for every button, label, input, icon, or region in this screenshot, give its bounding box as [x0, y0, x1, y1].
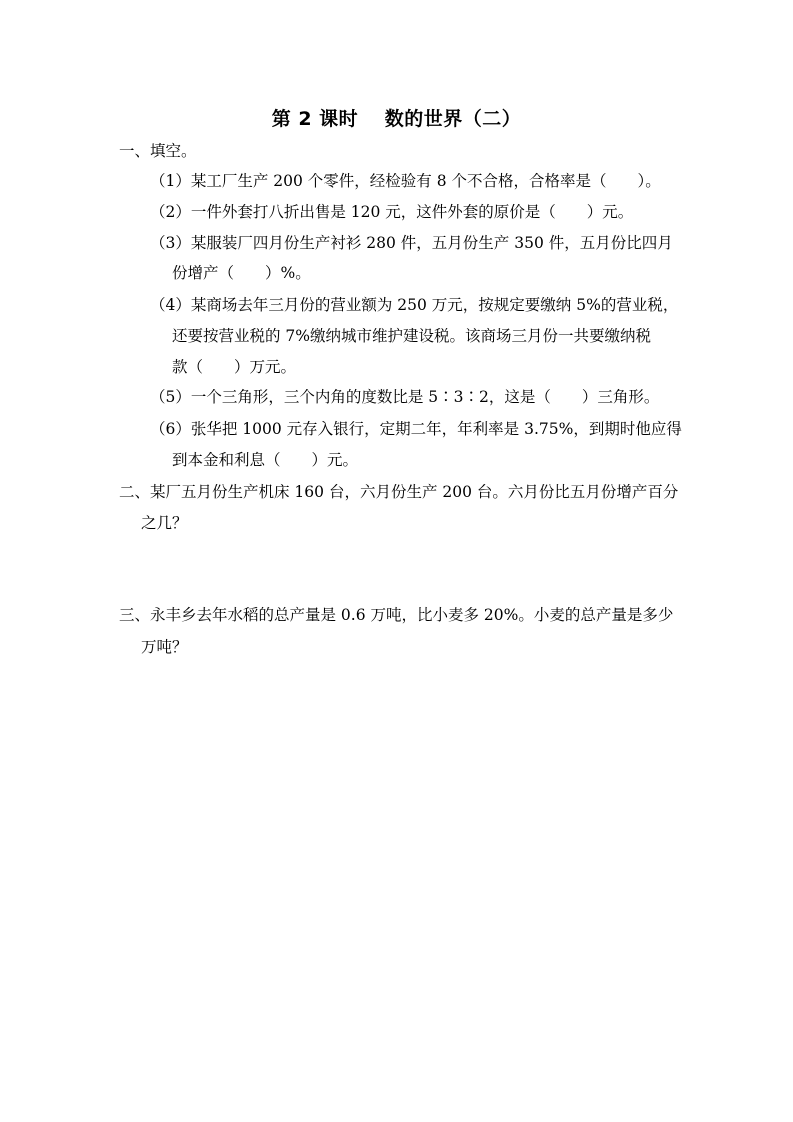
section3-line-2: 万吨？: [141, 638, 188, 656]
question-4-line-3: 款（ ）万元。: [172, 358, 297, 376]
question-4-line-2: 还要按营业税的 7%缴纳城市维护建设税。该商场三月份一共要缴纳税: [172, 327, 652, 345]
section2-line-1: 二、某厂五月份生产机床 160 台，六月份生产 200 台。六月份比五月份增产百分: [119, 483, 679, 501]
question-3-line-2: 份增产（ ）%。: [172, 264, 311, 282]
question-6-line-2: 到本金和利息（ ）元。: [172, 451, 359, 469]
question-2-line-1: （2）一件外套打八折出售是 120 元，这件外套的原价是（ ）元。: [150, 203, 634, 221]
page-title: 第 2 课时 数的世界（二）: [271, 108, 522, 130]
section3-line-1: 三、永丰乡去年水稻的总产量是 0.6 万吨，比小麦多 20%。小麦的总产量是多少: [119, 606, 674, 624]
question-4-line-1: （4）某商场去年三月份的营业额为 250 万元，按规定要缴纳 5%的营业税，: [150, 296, 679, 314]
question-6-line-1: （6）张华把 1000 元存入银行，定期二年，年利率是 3.75%，到期时他应得: [150, 420, 682, 438]
question-5-line-1: （5）一个三角形，三个内角的度数比是 5∶3∶2，这是（ ）三角形。: [150, 388, 660, 406]
question-3-line-1: （3）某服装厂四月份生产衬衫 280 件，五月份生产 350 件，五月份比四月: [150, 234, 673, 252]
section1-heading: 一、填空。: [119, 142, 197, 160]
question-1-line-1: （1）某工厂生产 200 个零件，经检验有 8 个不合格，合格率是（ ）。: [150, 172, 661, 190]
section2-line-2: 之几？: [141, 514, 188, 532]
